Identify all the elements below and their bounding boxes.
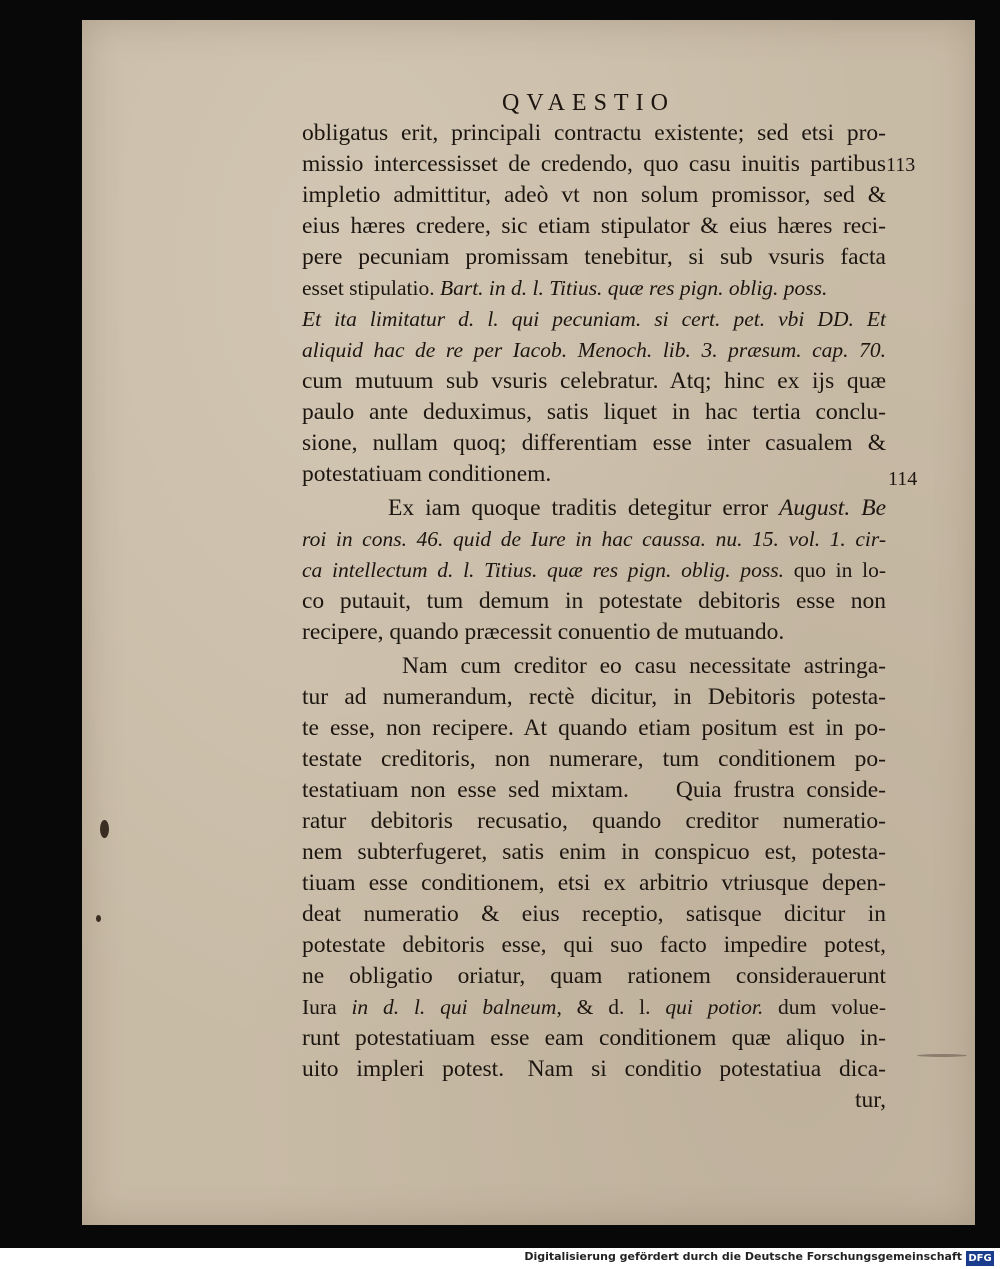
text-line: deat numeratio & eius receptio, satisque dicitur in [302, 901, 886, 927]
funding-notice: Digitalisierung gefördert durch die Deutsche Forschungsgemeinschaft [524, 1250, 962, 1263]
citation-line: Et ita limitatur d. l. qui pecuniam. si cert. pet. vbi DD. Et [302, 307, 886, 331]
text-line: tur ad numerandum, rectè dicitur, in Debitoris potesta- [302, 684, 886, 710]
text-line: tiuam esse conditionem, etsi ex arbitrio vtriusque depen- [302, 870, 886, 896]
book-page [82, 20, 975, 1225]
margin-number-114: 114 [888, 468, 918, 490]
text-line: co putauit, tum demum in potestate debitoris esse non [302, 588, 886, 614]
text-line-with-citation: Ex iam quoque traditis detegitur error August. Be [388, 495, 886, 521]
text-line: te esse, non recipere. At quando etiam positum est in po- [302, 715, 886, 741]
text-line: Nam cum creditor eo casu necessitate astringa- [402, 653, 886, 679]
ink-speck [96, 915, 101, 922]
text-line: recipere, quando præcessit conuentio de mutuando. [302, 619, 785, 645]
citation-line: aliquid hac de re per Iacob. Menoch. lib. 3. præsum. cap. 70. [302, 338, 886, 362]
text-line-with-citation: Iura in d. l. qui balneum, & d. l. qui potior. dum volue- [302, 995, 887, 1019]
footer-bar [0, 1248, 1000, 1269]
catchword: tur, [854, 1087, 886, 1113]
text-line: eius hæres credere, sic etiam stipulator & eius hæres reci- [302, 213, 886, 239]
paper-mark [917, 1054, 967, 1057]
text-line: ne obligatio oriatur, quam rationem considerauerunt [302, 963, 886, 989]
text-line: nem subterfugeret, satis enim in conspicuo est, potesta- [302, 839, 886, 865]
text-line-with-citation: esset stipulatio. Bart. in d. l. Titius. quæ res pign. oblig. poss. [302, 276, 828, 300]
text-line: testate creditoris, non numerare, tum conditionem po- [302, 746, 886, 772]
text-line: testatiuam non esse sed mixtam. Quia frustra conside- [302, 777, 887, 803]
text-line: cum mutuum sub vsuris celebratur. Atq; hinc ex ijs quæ [302, 368, 886, 394]
margin-number-113: 113 [886, 154, 916, 176]
dfg-logo: DFG [966, 1251, 994, 1266]
running-head: QVAESTIO [502, 90, 675, 116]
citation-line: roi in cons. 46. quid de Iure in hac caussa. nu. 15. vol. 1. cir- [302, 527, 886, 551]
text-line: potestate debitoris esse, qui suo facto impedire potest, [302, 932, 886, 958]
text-line: uito impleri potest. Nam si conditio potestatiua dica- [302, 1056, 886, 1082]
ink-speck [100, 820, 109, 838]
text-line: obligatus erit, principali contractu existente; sed etsi pro- [302, 120, 886, 146]
text-line-with-citation: ca intellectum d. l. Titius. quæ res pign. oblig. poss. quo in lo- [302, 558, 887, 582]
text-line: missio intercessisset de credendo, quo casu inuitis partibus [302, 151, 886, 177]
text-line: pere pecuniam promissam tenebitur, si sub vsuris facta [302, 244, 886, 270]
text-line: ratur debitoris recusatio, quando creditor numeratio- [302, 808, 886, 834]
text-line: sione, nullam quoq; differentiam esse inter casualem & [302, 430, 886, 456]
text-line: impletio admittitur, adeò vt non solum promissor, sed & [302, 182, 886, 208]
text-line: paulo ante deduximus, satis liquet in hac tertia conclu- [302, 399, 886, 425]
text-line: potestatiuam conditionem. [302, 461, 552, 487]
text-line: runt potestatiuam esse eam conditionem quæ aliquo in- [302, 1025, 886, 1051]
